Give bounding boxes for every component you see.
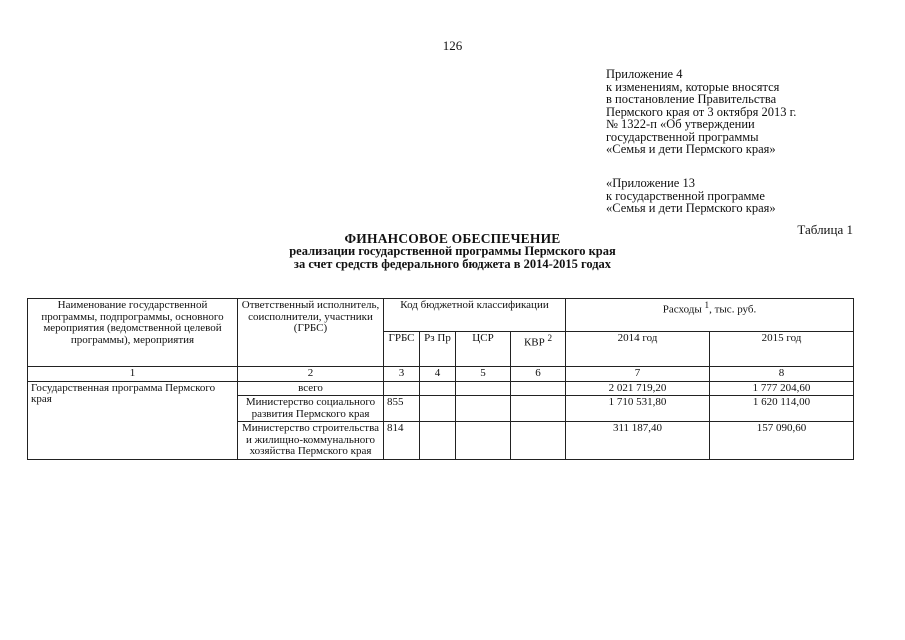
header-expenses [566, 299, 854, 332]
appendix-main-line: государственной программы [606, 129, 759, 144]
appendix-main-line: «Семья и дети Пермского края» [606, 142, 776, 156]
page-number: 126 [442, 38, 463, 53]
appendix-secondary [606, 177, 776, 215]
appendix-main-line: № 1322-п «Об утверждении [606, 117, 755, 131]
csr-cell [456, 396, 511, 422]
header-executor: Ответственный исполнитель, соисполнители, участники (ГРБС) [238, 299, 384, 367]
title-line: за счет средств федерального бюджета в 2014-2015 годах [293, 257, 612, 271]
appendix-main [606, 68, 796, 156]
appendix-secondary-line: «Семья и дети Пермского края» [606, 201, 776, 215]
document-title [0, 232, 905, 271]
header-csr: ЦСР [456, 332, 511, 367]
executor-cell: Министерство социального развития Пермского края [238, 396, 384, 422]
header-expenses-footnote: 1 [704, 300, 710, 310]
kvr-cell [511, 422, 566, 460]
header-grbs: ГРБС [384, 332, 420, 367]
csr-cell [456, 381, 511, 396]
header-name: Наименование государственной программы, подпрограммы, основного мероприятия (ведомственной целевой программы), мероприятия [28, 299, 238, 367]
index-cell: 7 [566, 367, 710, 382]
appendix-main-line: в постановление Правительства [606, 92, 777, 106]
table-label: Таблица 1 [797, 222, 853, 237]
index-cell: 6 [511, 367, 566, 382]
appendix-main-line: к изменениям, которые вносятся [606, 79, 780, 94]
title-line: реализации государственной программы Пермского края [289, 244, 616, 258]
grbs-cell [384, 381, 420, 396]
header-expenses-unit: , тыс. руб. [709, 303, 757, 316]
index-cell: 2 [238, 367, 384, 382]
header-2015: 2015 год [710, 332, 854, 367]
appendix-secondary-line: к государственной программе [606, 188, 765, 203]
amount-2014-cell: 311 187,40 [566, 422, 710, 460]
grbs-cell: 855 [384, 396, 420, 422]
header-kvr-footnote: 2 [547, 333, 553, 343]
index-cell: 5 [456, 367, 511, 382]
csr-cell [456, 422, 511, 460]
index-cell: 1 [28, 367, 238, 382]
header-expenses-text: Расходы [662, 303, 702, 316]
financing-table [27, 298, 854, 460]
header-kvr [511, 332, 566, 367]
appendix-main-line: Приложение 4 [606, 67, 683, 81]
rzpr-cell [420, 381, 456, 396]
header-2014: 2014 год [566, 332, 710, 367]
header-budget-code: Код бюджетной классификации [384, 299, 566, 332]
amount-2014-cell: 1 710 531,80 [566, 396, 710, 422]
amount-2014-cell: 2 021 719,20 [566, 381, 710, 396]
amount-2015-cell: 1 777 204,60 [710, 381, 854, 396]
executor-cell: Министерство строительства и жилищно-коммунального хозяйства Пермского края [238, 422, 384, 460]
amount-2015-cell: 1 620 114,00 [710, 396, 854, 422]
index-cell: 4 [420, 367, 456, 382]
kvr-cell [511, 396, 566, 422]
executor-cell: всего [238, 381, 384, 396]
program-name-cell: Государственная программа Пермского края [28, 381, 238, 459]
header-kvr-text: КВР [523, 336, 545, 349]
index-cell: 3 [384, 367, 420, 382]
rzpr-cell [420, 396, 456, 422]
appendix-main-line: Пермского края от 3 октября 2013 г. [606, 104, 797, 119]
grbs-cell: 814 [384, 422, 420, 460]
kvr-cell [511, 381, 566, 396]
appendix-secondary-line: «Приложение 13 [606, 176, 695, 190]
rzpr-cell [420, 422, 456, 460]
title-line: ФИНАНСОВОЕ ОБЕСПЕЧЕНИЕ [344, 231, 561, 246]
header-rzpr: Рз Пр [420, 332, 456, 367]
table-row [28, 381, 854, 396]
index-cell: 8 [710, 367, 854, 382]
amount-2015-cell: 157 090,60 [710, 422, 854, 460]
index-row [28, 367, 854, 382]
